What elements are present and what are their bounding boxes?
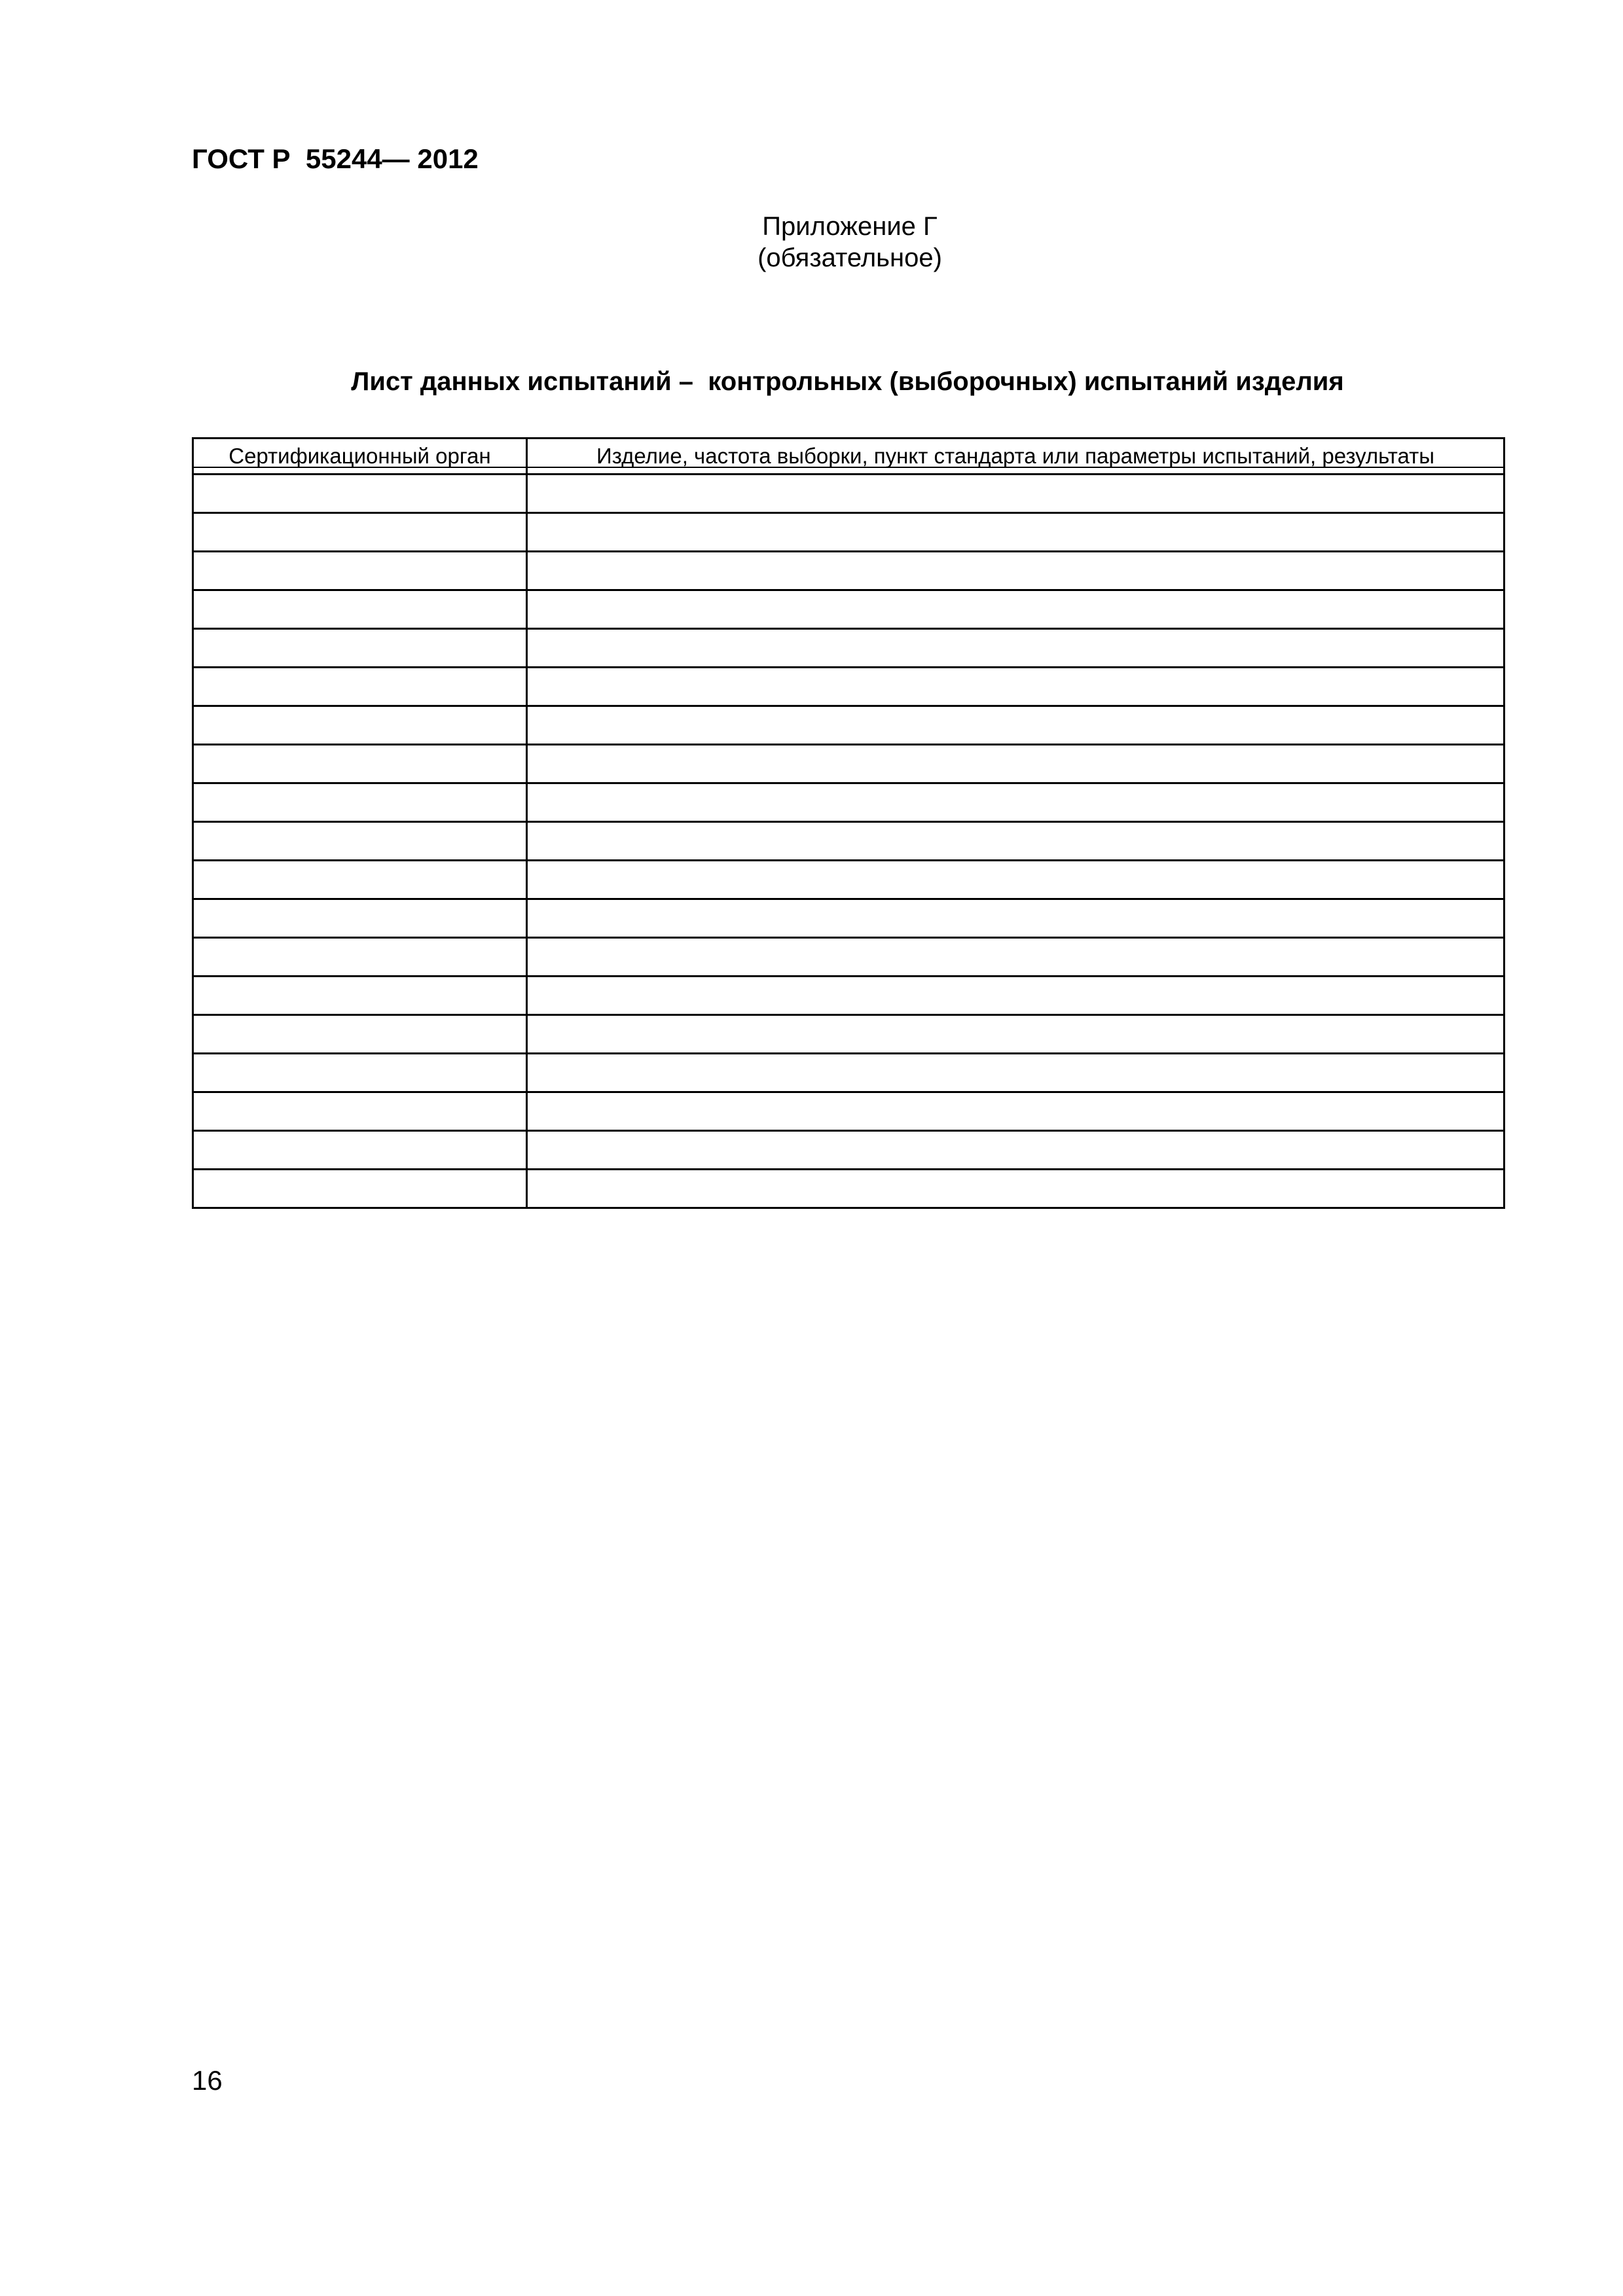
cell-product-results [527,552,1504,590]
table-header-row [193,439,1504,475]
table-row [193,745,1504,783]
test-data-table [192,437,1505,1209]
table-row [193,1170,1504,1208]
table-row [193,629,1504,668]
cell-certification-body [193,475,527,513]
table-row [193,861,1504,899]
table-row [193,1131,1504,1170]
cell-product-results [527,475,1504,513]
cell-certification-body [193,629,527,668]
cell-product-results [527,706,1504,745]
table-row [193,475,1504,513]
table-row [193,590,1504,629]
cell-certification-body [193,668,527,706]
page-number: 16 [192,2065,223,2096]
cell-product-results [527,938,1504,977]
cell-certification-body [193,783,527,822]
table-row [193,668,1504,706]
appendix-title: Приложение Г [762,212,938,241]
cell-certification-body [193,938,527,977]
table-row [193,938,1504,977]
cell-certification-body [193,977,527,1015]
appendix-heading [0,211,1623,274]
cell-certification-body [193,861,527,899]
cell-product-results [527,899,1504,938]
cell-product-results [527,783,1504,822]
table-row [193,899,1504,938]
cell-product-results [527,1170,1504,1208]
table-row [193,513,1504,552]
table-row [193,783,1504,822]
column-header-certification-body: Сертификационный орган [193,439,527,475]
table-row [193,977,1504,1015]
cell-product-results [527,745,1504,783]
cell-product-results [527,977,1504,1015]
table-row [193,1015,1504,1054]
cell-certification-body [193,1054,527,1092]
table-row [193,706,1504,745]
cell-product-results [527,668,1504,706]
cell-product-results [527,1092,1504,1131]
cell-certification-body [193,552,527,590]
cell-certification-body [193,1131,527,1170]
column-header-product-results: Изделие, частота выборки, пункт стандарта или параметры испытаний, результаты [527,439,1504,475]
cell-product-results [527,861,1504,899]
cell-certification-body [193,706,527,745]
document-code: ГОСТ Р 55244— 2012 [192,143,479,174]
cell-certification-body [193,1015,527,1054]
cell-certification-body [193,590,527,629]
cell-certification-body [193,822,527,861]
cell-product-results [527,1131,1504,1170]
table-row [193,1054,1504,1092]
table-body [193,475,1504,1208]
cell-product-results [527,822,1504,861]
cell-product-results [527,629,1504,668]
cell-certification-body [193,745,527,783]
cell-product-results [527,1015,1504,1054]
cell-certification-body [193,513,527,552]
cell-certification-body [193,1092,527,1131]
appendix-subtitle: (обязательное) [757,243,942,272]
table-row [193,552,1504,590]
cell-certification-body [193,1170,527,1208]
cell-product-results [527,513,1504,552]
cell-product-results [527,1054,1504,1092]
table-row [193,1092,1504,1131]
cell-product-results [527,590,1504,629]
sheet-title: Лист данных испытаний – контрольных (выборочных) испытаний изделия [351,367,1344,396]
table-row [193,822,1504,861]
cell-certification-body [193,899,527,938]
